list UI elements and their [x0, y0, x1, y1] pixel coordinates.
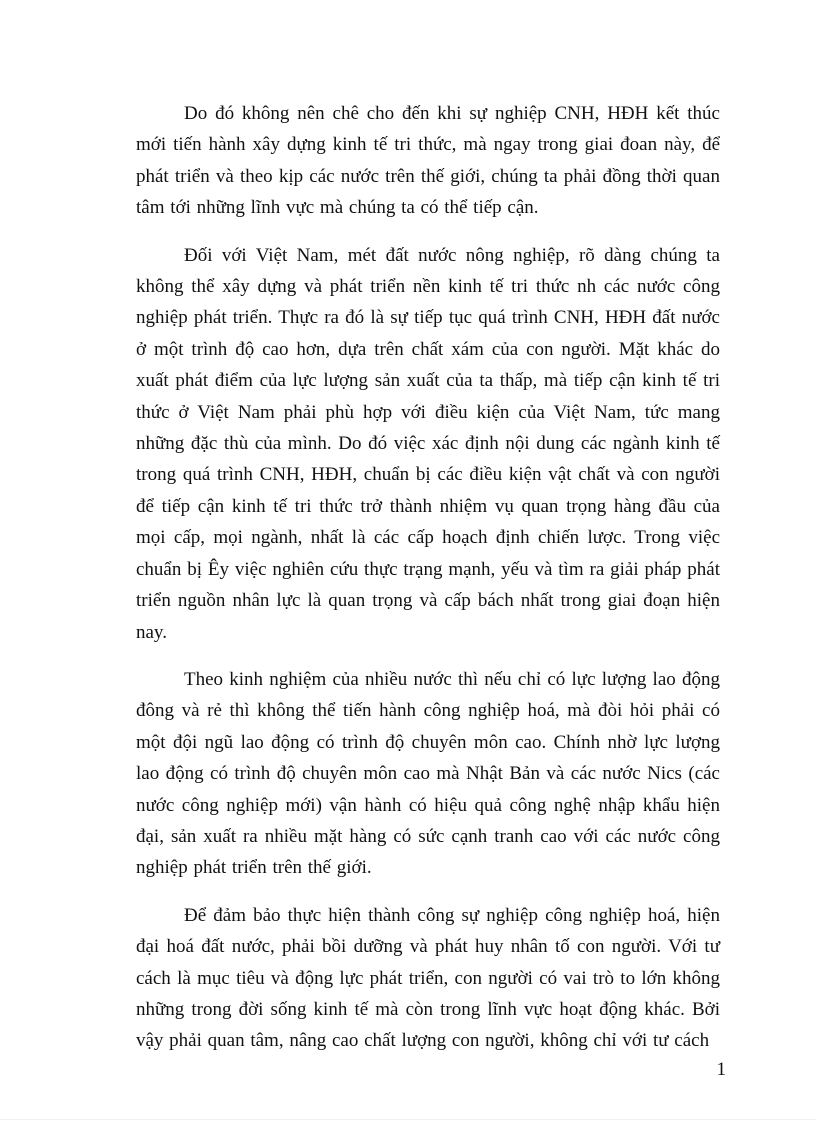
paragraph-3: Theo kinh nghiệm của nhiều nước thì nếu chỉ có lực lượng lao động đông và rẻ thì không thể tiến hành công nghiệp hoá, mà đòi hỏi phải có một đội ngũ lao động có trình độ chuyên môn cao. Chính nhờ lực lượng lao động có trình độ chuyên môn cao mà Nhật Bản và các nước Nics (các nước công nghiệp mới) vận hành có hiệu quả công nghệ nhập khẩu hiện đại, sản xuất ra nhiều mặt hàng có sức cạnh tranh cao với các nước công nghiệp phát triển trên thế giới.: [136, 668, 720, 879]
paragraph-4: Để đảm bảo thực hiện thành công sự nghiệp công nghiệp hoá, hiện đại hoá đất nước, phải bồi dưỡng và phát huy nhân tố con người. Với tư cách là mục tiêu và động lực phát triển, con người có vai trò to lớn không những trong đời sống kinh tế mà còn trong lĩnh vực hoạt động khác. Bởi vậy phải quan tâm, nâng cao chất lượng con người, không chỉ với tư cách: [136, 904, 720, 1052]
paragraph-1: Do đó không nên chê cho đến khi sự nghiệp CNH, HĐH kết thúc mới tiến hành xây dựng kinh tế tri thức, mà ngay trong giai đoan này, để phát triển và theo kịp các nước trên thế giới, chúng ta phải đồng thời quan tâm tới những lĩnh vực mà chúng ta có thể tiếp cận.: [136, 103, 720, 219]
body-text: [136, 98, 720, 1073]
paragraph-2: Đối với Việt Nam, mét đất nước nông nghiệp, rõ dàng chúng ta không thể xây dựng và phát triển nền kinh tế tri thức nh các nước công nghiệp phát triển. Thực ra đó là sự tiếp tục quá trình CNH, HĐH đất nước ở một trình độ cao hơn, dựa trên chất xám của con người. Mặt khác do xuất phát điểm của lực lượng sản xuất của ta thấp, mà tiếp cận kinh tế tri thức ở Việt Nam phải phù hợp với điều kiện của Việt Nam, tức mang những đặc thù của mình. Do đó việc xác định nội dung các ngành kinh tế trong quá trình CNH, HĐH, chuẩn bị các điều kiện vật chất và con người để tiếp cận kinh tế tri thức trở thành nhiệm vụ quan trọng hàng đầu của mọi cấp, mọi ngành, nhất là các cấp hoạch định chiến lược. Trong việc chuẩn bị Êy việc nghiên cứu thực trạng mạnh, yếu và tìm ra giải pháp phát triển nguồn nhân lực là quan trọng và cấp bách nhất trong giai đoạn hiện nay.: [136, 244, 720, 643]
page-bottom-divider: [0, 1119, 816, 1120]
page-number: 1: [716, 1059, 726, 1080]
